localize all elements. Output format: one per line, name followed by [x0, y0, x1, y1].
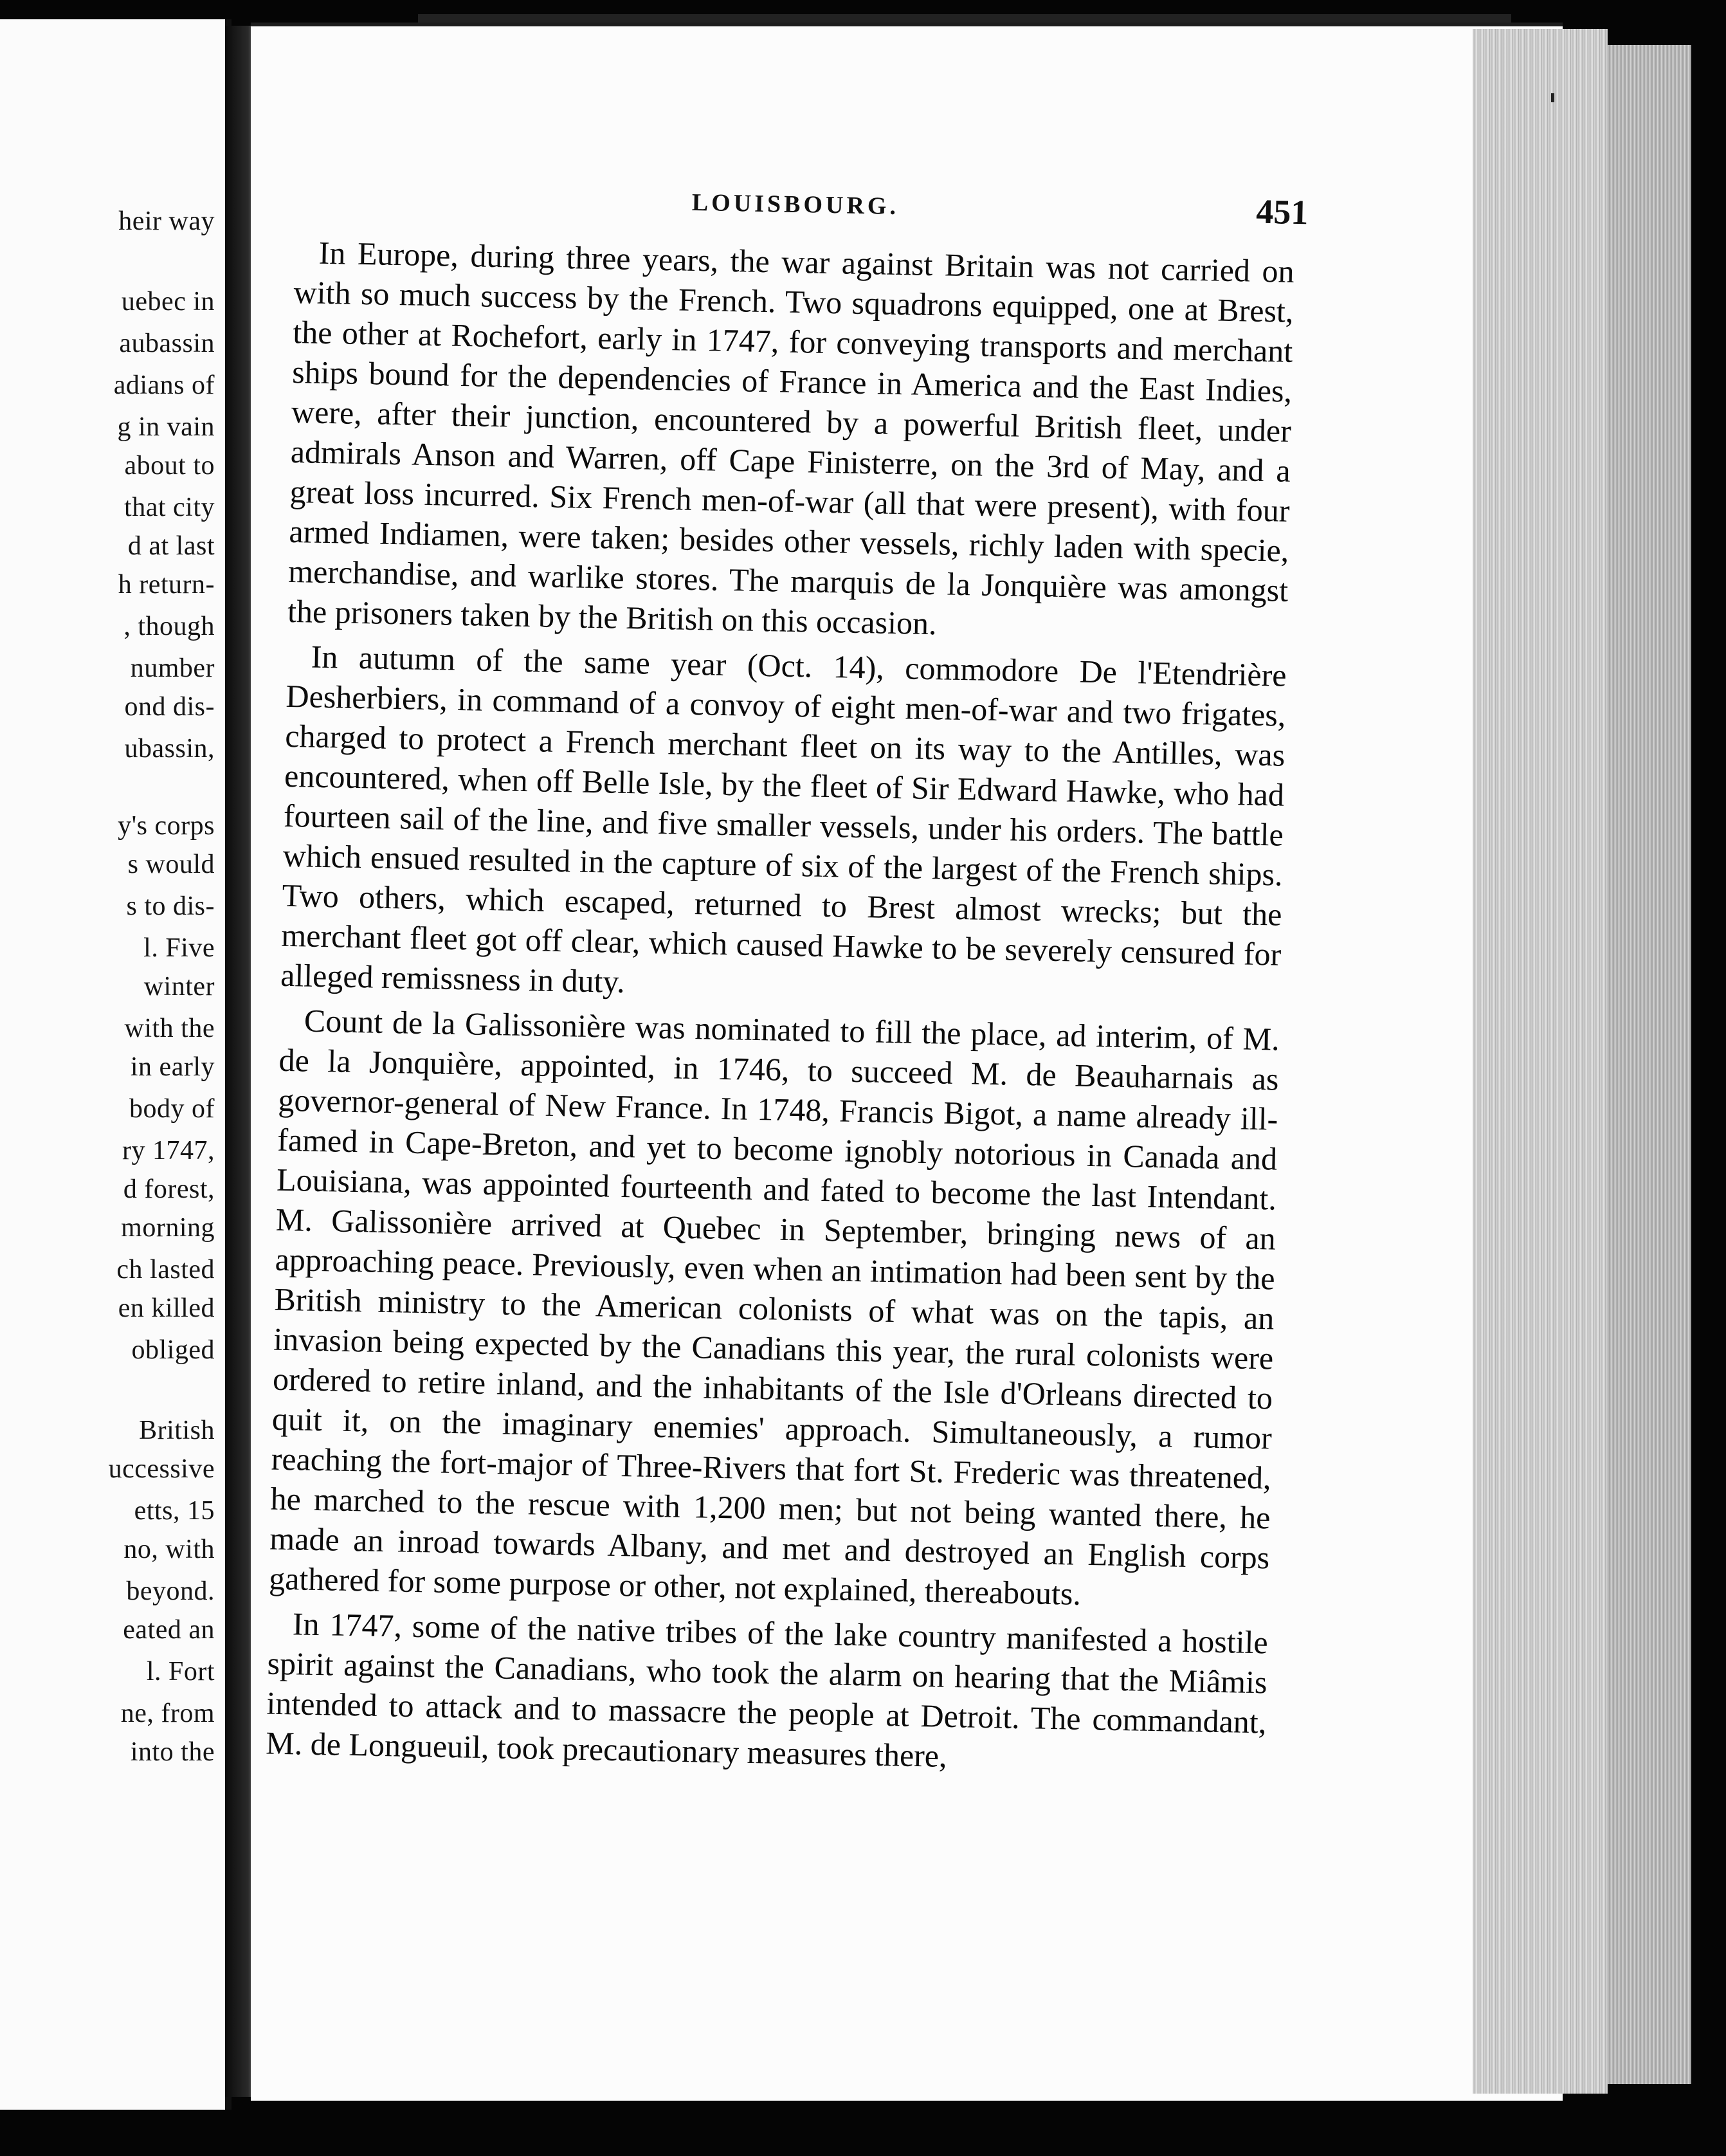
left-page-line: obliged	[131, 1335, 215, 1365]
left-page-line: uccessive	[108, 1454, 215, 1484]
left-facing-page	[0, 19, 232, 2110]
left-page-line: beyond.	[126, 1576, 215, 1606]
paragraph: In autumn of the same year (Oct. 14), commodore De l'Etendrière Desherbiers, in command of a convoy of eight men-of-war and two frigates, charged to protect a French merchant fleet on its way to the Antilles, was encountered, when off Belle Isle, by the fleet of Sir Edward Hawke, who had fourteen sail of the line, and five smaller vessels, under his orders. The battle which ensued resulted in the capture of six of the largest of the French ships. Two others, which escaped, returned to Brest almost wrecks; but the merchant fleet got off clear, which caused Hawke to be severely censured for alleged remissness in duty.	[280, 638, 1287, 1000]
left-page-line: morning	[121, 1213, 215, 1243]
left-page-line: about to	[124, 451, 215, 480]
page-number: 451	[1255, 192, 1309, 232]
left-page-line: adians of	[113, 370, 215, 400]
left-page-line: ne, from	[120, 1699, 215, 1728]
left-page-line: that city	[124, 493, 215, 522]
left-page-line: aubassin	[119, 329, 215, 358]
left-page-line: etts, 15	[134, 1496, 215, 1526]
left-page-line: y's corps	[118, 811, 215, 841]
paragraph: In Europe, during three years, the war against Britain was not carried on with so much success by the French. Two squadrons equipped, one at Brest, the other at Rochefort, early in 1747, for conveying transports and merchant ships bound for the dependencies of France in America and the East Indies, were, after their junction, encountered by a powerful British fleet, under admirals Anson and Warren, off Cape Finisterre, on the 3rd of May, and a great loss incurred. Six French men-of-war (all that were present), with four armed Indiamen, were taken; besides other vessels, richly laden with specie, merchandise, and warlike stores. The marquis de la Jonquière was amongst the prisoners taken by the British on this occasion.	[287, 234, 1295, 642]
left-page-line: number	[130, 653, 215, 683]
left-page-line: d at last	[127, 531, 215, 561]
page-edges	[1473, 29, 1608, 2094]
left-page-line: heir way	[118, 206, 215, 236]
left-page-line: s would	[127, 850, 215, 879]
left-page-line: ch lasted	[116, 1255, 215, 1284]
page-content	[265, 181, 1309, 1782]
left-page-line: ond dis-	[124, 692, 215, 722]
left-page-line: winter	[143, 972, 215, 1001]
left-page-line: in early	[130, 1052, 215, 1082]
paragraph: Count de la Galissonière was nominated to fill the place, ad interim, of M. de la Jonquière, appointed, in 1746, to succeed M. de Beauharnais as governor-general of New France. In 1748, Francis Bigot, a name already ill-famed in Cape-Breton, and yet to become ignobly notorious in Canada and Louisiana, was appointed fourteenth and fated to become the last Intendant. M. Galissonière arrived at Quebec in September, bringing news of an approaching peace. Previously, even when an intimation had been sent by the British ministry to the American colonists of what was on the tapis, an invasion being expected by the Canadians this year, the rural colonists were ordered to retire inland, and the inhabitants of the Isle d'Orleans directed to quit it, on the imaginary enemies' approach. Simultaneously, a rumor reaching the fort-major of Three-Rivers that fort St. Frederic was threatened, he marched to the rescue with 1,200 men; but not being wanted there, he made an inroad towards Albany, and met and destroyed an English corps gathered for some purpose or other, not explained, thereabouts.	[268, 1002, 1280, 1612]
left-page-line: ry 1747,	[122, 1136, 215, 1165]
left-page-line: s to dis-	[126, 891, 215, 921]
paragraph: In 1747, some of the native tribes of the lake country manifested a hostile spirit against the Canadians, who took the alarm on hearing that the Miâmis intended to attack and to massacre the people at Detroit. The commandant, M. de Longueuil, took precautionary measures there,	[265, 1605, 1269, 1774]
left-page-line: h return-	[118, 570, 215, 599]
left-page-line: ubassin,	[124, 734, 215, 763]
left-page-line: body of	[129, 1094, 215, 1124]
left-page-line: en killed	[118, 1293, 215, 1323]
left-page-line: , though	[123, 612, 215, 641]
right-page	[251, 23, 1563, 2101]
left-page-line: l. Fort	[146, 1657, 215, 1686]
edge-mark	[1551, 93, 1554, 102]
left-page-line: uebec in	[121, 287, 215, 316]
left-page-line: d forest,	[123, 1174, 215, 1204]
left-page-line: British	[139, 1416, 215, 1445]
running-title: LOUISBOURG.	[691, 188, 900, 221]
left-page-line: l. Five	[143, 933, 215, 963]
left-page-line: eated an	[123, 1615, 215, 1645]
page-edges-outer	[1608, 45, 1691, 2084]
left-page-line: no, with	[123, 1535, 215, 1564]
left-page-line: into the	[130, 1737, 215, 1767]
left-page-line: g in vain	[117, 412, 215, 442]
left-page-line: with the	[124, 1014, 215, 1043]
